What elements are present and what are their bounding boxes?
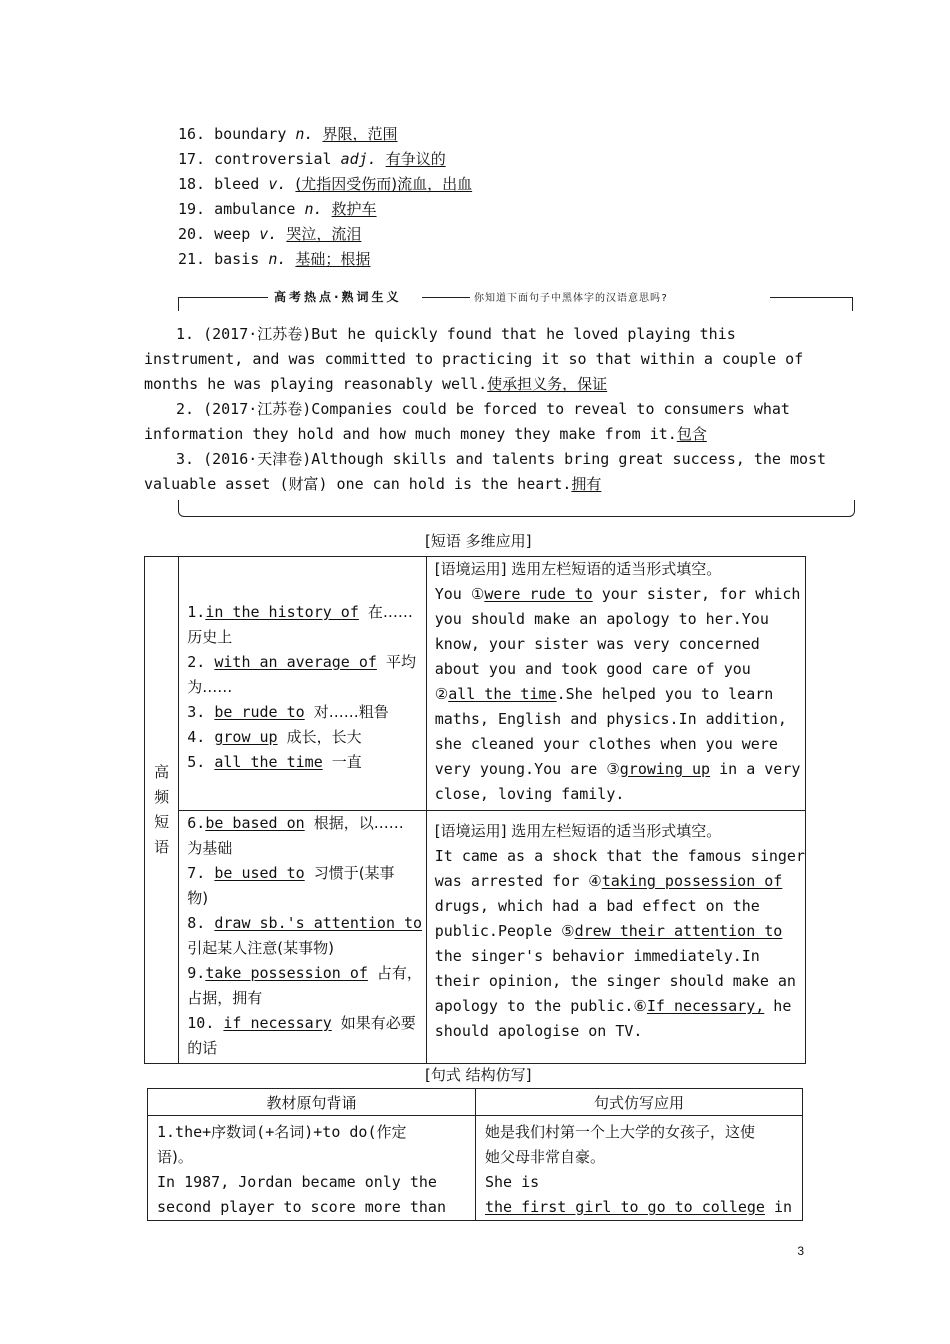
context-2-line1: It came as a shock that the famous singer <box>434 847 805 865</box>
vocab-item: 18. bleed v. (尤指因受伤而)流血，出血 <box>178 175 473 193</box>
left-line2: 语)。 <box>157 1148 193 1166</box>
right-line1: 她是我们村第一个上大学的女孩子，这使 <box>485 1123 756 1141</box>
context-1 <box>426 557 805 811</box>
side-label-cell <box>145 557 179 1064</box>
phrase-item: 6.be based on 根据，以…… <box>187 814 404 832</box>
phrase-item: 3. be rude to 对……粗鲁 <box>187 703 389 721</box>
answer-3: growing up <box>619 760 711 778</box>
context-2-line5: the singer's behavior immediately.In <box>434 947 760 965</box>
phrase-item-cont: 为基础 <box>187 839 233 857</box>
phrase-text: grow up <box>214 728 278 746</box>
sentences-section-title: [句式 结构仿写] <box>425 1066 532 1084</box>
context-2-line3: drugs, which had a bad effect on the <box>434 897 760 915</box>
phrase-list-1 <box>179 557 426 811</box>
right-line3: She is <box>485 1173 540 1191</box>
banner-frame-bottom <box>178 500 855 517</box>
side-label-char: 高 <box>154 763 170 781</box>
phrase-text: draw sb.'s attention to <box>214 914 423 932</box>
hot-1-line3: months he was playing reasonably well.使承担义务，保证 <box>144 375 608 393</box>
context-1-line2: you should make an apology to her.You <box>434 610 769 628</box>
context-1-line4: about you and took good care of you <box>434 660 751 678</box>
vocab-meaning: 界限，范围 <box>322 125 398 143</box>
vocab-meaning: (尤指因受伤而)流血，出血 <box>295 175 473 193</box>
phrases-section-title: [短语 多维应用] <box>425 532 532 550</box>
sentences-col1-header: 教材原句背诵 <box>148 1089 476 1116</box>
left-line3: In 1987, Jordan became only the <box>157 1173 437 1191</box>
phrase-list-2 <box>179 811 426 1064</box>
banner-rule-left <box>178 297 268 298</box>
phrase-text: if necessary <box>223 1014 332 1032</box>
hot-3-line2: valuable asset (财富) one can hold is the heart.拥有 <box>144 475 602 493</box>
context-2-line8: should apologise on TV. <box>434 1022 643 1040</box>
context-1-line3: know, your sister was very concerned <box>434 635 760 653</box>
phrase-text: in the history of <box>205 603 359 621</box>
hot-2-answer: 包含 <box>676 425 707 443</box>
phrase-item-cont: 为…… <box>187 678 233 696</box>
hot-2-line2: information they hold and how much money they make from it.包含 <box>144 425 707 443</box>
right-line4: the first girl to go to college in <box>485 1198 793 1216</box>
phrase-item: 4. grow up 成长，长大 <box>187 728 362 746</box>
hot-topic-banner <box>178 275 853 320</box>
banner-rule-mid <box>422 297 470 298</box>
banner-tick-left <box>178 297 179 311</box>
answer-2: all the time <box>448 685 557 703</box>
sentences-left-cell <box>148 1116 476 1221</box>
hot-1-line1: 1. (2017·江苏卷)But he quickly found that he loved playing this <box>176 325 736 343</box>
side-label <box>145 760 178 860</box>
phrase-text: be used to <box>214 864 305 882</box>
vocab-item: 19. ambulance n. 救护车 <box>178 200 377 218</box>
side-label-char: 语 <box>154 838 170 856</box>
banner-tick-right <box>852 297 853 311</box>
phrase-item-cont: 占据，拥有 <box>187 989 263 1007</box>
context-1-line8: very young.You are ③growing up in a very <box>434 760 801 778</box>
answer-5: drew their attention to <box>574 922 783 940</box>
context-1-line1: You ①were rude to your sister, for which <box>434 585 801 603</box>
context-2 <box>426 811 805 1064</box>
right-line2: 她父母非常自豪。 <box>485 1148 606 1166</box>
side-label-char: 频 <box>154 788 170 806</box>
page-number: 3 <box>797 1244 804 1258</box>
hot-2-line1: 2. (2017·江苏卷)Companies could be forced to reveal to consumers what <box>176 400 790 418</box>
vocab-meaning: 救护车 <box>331 200 377 218</box>
banner-subtitle: 你知道下面句子中黑体字的汉语意思吗? <box>474 293 669 304</box>
context-1-line5: ②all the time.She helped you to learn <box>434 685 774 703</box>
hot-3-line1: 3. (2016·天津卷)Although skills and talents bring great success, the most <box>176 450 827 468</box>
banner-rule-right <box>770 297 853 298</box>
phrase-text: take possession of <box>205 964 368 982</box>
vocab-list <box>178 122 472 272</box>
side-label-char: 短 <box>154 813 170 831</box>
phrase-item: 10. if necessary 如果有必要 <box>187 1014 416 1032</box>
phrase-text: all the time <box>214 753 323 771</box>
phrase-item-cont: 历史上 <box>187 628 233 646</box>
phrase-item: 9.take possession of 占有， <box>187 964 422 982</box>
vocab-item: 17. controversial adj. 有争议的 <box>178 150 446 168</box>
answer-1: were rude to <box>484 585 593 603</box>
phrase-item-cont: 的话 <box>187 1039 218 1057</box>
context-2-line2: was arrested for ④taking possession of <box>434 872 783 890</box>
context-2-line7: apology to the public.⑥If necessary, he <box>434 997 792 1015</box>
banner-title: 高考热点·熟词生义 <box>274 290 402 304</box>
phrase-text: with an average of <box>214 653 377 671</box>
hot-1-line2: instrument, and was committed to practicing it so that within a couple of <box>144 350 804 368</box>
hot-1-answer: 使承担义务，保证 <box>487 375 608 393</box>
context-1-line7: she cleaned your clothes when you were <box>434 735 778 753</box>
sentences-col2-header: 句式仿写应用 <box>476 1089 803 1116</box>
phrase-item: 7. be used to 习惯于(某事 <box>187 864 395 882</box>
sentences-right-cell <box>476 1116 803 1221</box>
phrase-item: 8. draw sb.'s attention to <box>187 914 423 932</box>
vocab-item: 21. basis n. 基础；根据 <box>178 250 371 268</box>
vocab-item: 16. boundary n. 界限，范围 <box>178 125 398 143</box>
phrases-table <box>144 556 806 1064</box>
phrase-item-cont: 引起某人注意(某事物) <box>187 939 334 957</box>
phrase-item: 1.in the history of 在…… <box>187 603 413 621</box>
phrase-item-cont: 物) <box>187 889 209 907</box>
hot-3-answer: 拥有 <box>571 475 602 493</box>
context-1-line6: maths, English and physics.In addition, <box>434 710 787 728</box>
phrase-text: be rude to <box>214 703 305 721</box>
context-2-head: [语境运用] 选用左栏短语的适当形式填空。 <box>434 822 722 840</box>
answer-4: taking possession of <box>601 872 783 890</box>
left-line4: second player to score more than <box>157 1198 446 1216</box>
context-2-line6: their opinion, the singer should make an <box>434 972 796 990</box>
context-1-head: [语境运用] 选用左栏短语的适当形式填空。 <box>434 560 722 578</box>
phrase-item: 5. all the time 一直 <box>187 753 362 771</box>
answer-6: If necessary, <box>646 997 765 1015</box>
vocab-meaning: 基础；根据 <box>295 250 371 268</box>
sentences-table <box>147 1088 803 1221</box>
phrase-text: be based on <box>205 814 305 832</box>
vocab-meaning: 有争议的 <box>385 150 446 168</box>
context-2-line4: public.People ⑤drew their attention to <box>434 922 783 940</box>
left-line1: 1.the+序数词(+名词)+to do(作定 <box>157 1123 407 1141</box>
vocab-item: 20. weep v. 哭泣，流泪 <box>178 225 362 243</box>
hot-topic-sentences <box>144 322 827 497</box>
vocab-meaning: 哭泣，流泪 <box>286 225 362 243</box>
answer-sentence: the first girl to go to college <box>485 1198 765 1216</box>
context-1-line9: close, loving family. <box>434 785 625 803</box>
phrase-item: 2. with an average of 平均 <box>187 653 416 671</box>
